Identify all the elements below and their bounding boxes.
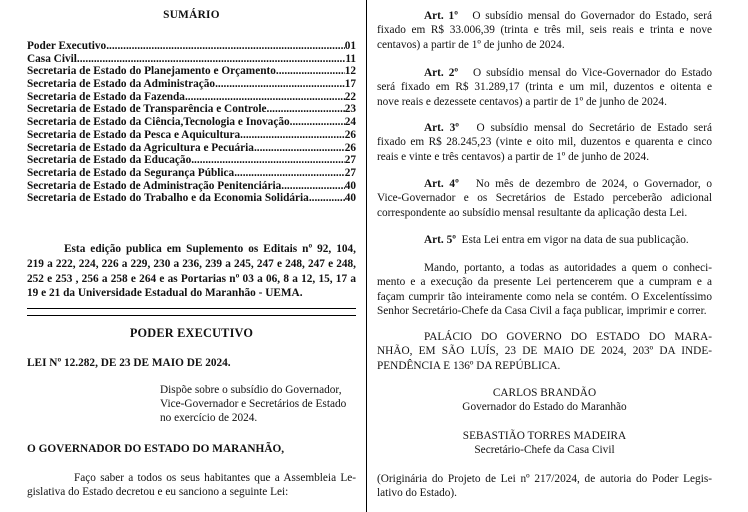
toc-item-label: Secretaria de Estado da Fazenda [27,90,185,103]
toc-item-label: Secretaria de Estado da Educação [27,154,192,167]
toc-item[interactable] [27,103,356,116]
law-title: LEI Nº 12.282, DE 23 DE MAIO DE 2024. [27,357,231,369]
paragraph-line: Senhor Secretário-Chefe da Casa Civil a faça publicar, imprimir e correr. [377,305,707,318]
palace-dateline [377,330,712,373]
enactment-paragraph [27,471,356,500]
edition-note-line: 219 a 222, 224, 226 a 229, 230 a 236, 239 a 245, 247 e 248, 247 e 248, [27,257,356,270]
toc-item-label: Secretaria de Estado da Pesca e Aquicultura [27,128,241,141]
paragraph-line: façam cumprir tão inteiramente como nela se contém. O Excelentíssimo [377,290,712,303]
article-label: Art. 2º [424,67,459,79]
signature-casa-civil [377,429,712,457]
toc-item[interactable] [27,91,356,104]
article-label: Art. 5º [424,234,456,246]
toc-item-label: Secretaria de Estado de Administração Penitenciária [27,179,282,192]
signatory-role: Secretário-Chefe da Casa Civil [474,444,615,457]
article-text: O subsídio mensal do Vice-Governador do Estado [472,67,712,79]
toc-item[interactable] [27,129,356,142]
article-text: O subsídio mensal do Governador do Estado, será [472,10,712,22]
dateline-line: PALÁCIO DO GOVERNO DO ESTADO DO MARA- [424,331,712,343]
signature-governor [377,386,712,414]
edition-note [27,242,356,301]
toc-item-page: 01 [344,40,356,52]
section-divider [27,315,356,316]
law-summary-line: no exercício de 2024. [160,412,258,425]
article-text: Vice-Governador e os Secretários de Estado perceberão adicional [377,192,712,205]
article-text: fixado em R$ 28.245,23 (vinte e oito mil, duzentos e quarenta e cinco [377,136,712,149]
table-of-contents [27,40,356,205]
paragraph-line: Mando, portanto, a todas as autoridades a quem o conheci- [424,262,712,274]
toc-item[interactable] [27,40,356,53]
article-text: centavos) a partir de 1º de junho de 2024. [377,38,565,51]
mando-paragraph [377,261,712,319]
toc-item-label: Secretaria de Estado do Trabalho e da Economia Solidária [27,192,309,205]
toc-item[interactable] [27,78,356,91]
toc-item[interactable] [27,167,356,180]
section-divider [27,308,356,309]
toc-item-page: 26 [344,128,356,141]
toc-item-page: 24 [344,116,356,129]
article-1 [377,9,712,52]
origin-line: (Originária do Projeto de Lei nº 217/2024, de autoria do Poder Legis- [377,473,712,485]
edition-note-line: 252 e 253 , 256 a 258 e 264 e as Portarias nº 03 a 06, 8 a 12, 15, 17 a [27,272,356,285]
toc-item-page: 22 [344,90,356,103]
sumario-title: SUMÁRIO [163,9,220,21]
article-text: reais e vinte e três centavos) a partir de 1º de junho de 2024. [377,150,650,163]
toc-item-page: 17 [344,78,356,91]
toc-item-page: 40 [344,192,356,205]
article-label: Art. 3º [424,122,459,134]
toc-item[interactable] [27,142,356,155]
toc-item-label: Secretaria de Estado da Agricultura e Pecuária [27,141,254,154]
toc-item-label: Secretaria de Estado de Transparência e Controle [27,103,267,116]
article-5 [377,233,712,247]
section-heading: PODER EXECUTIVO [129,326,254,340]
toc-item-label: Poder Executivo [27,40,107,52]
article-text: nove reais e dezessete centavos) a partir de 1º de junho de 2024. [377,95,667,108]
article-text: O subsídio mensal do Secretário de Estado será [476,122,712,134]
article-text: correspondente ao subsídio mensal resultante da aplicação desta Lei. [377,206,688,219]
signatory-role: Governador do Estado do Maranhão [462,401,627,414]
toc-item-page: 27 [344,154,356,167]
toc-item-label: Casa Civil [27,52,77,65]
signatory-name: CARLOS BRANDÃO [492,387,597,399]
article-text: será fixado em R$ 31.289,17 (trinta e um mil, duzentos e oitenta e [377,81,712,94]
edition-note-line: Esta edição publica em Suplemento os Editais nº 92, 104, [64,243,356,255]
toc-item[interactable] [27,180,356,193]
law-summary-line: Vice-Governador e Secretários de Estado [160,398,347,411]
toc-item[interactable] [27,154,356,167]
paragraph-line: Faço saber a todos os seus habitantes que a Assembleia Le- [74,472,356,484]
article-3 [377,121,712,164]
signatory-name: SEBASTIÃO TORRES MADEIRA [462,430,627,442]
toc-item-page: 26 [344,141,356,154]
toc-item-label: Secretaria de Estado da Ciência,Tecnologia e Inovação [27,116,290,129]
paragraph-line: mento e a execução da presente Lei pertencerem que a cumpram e a [377,276,712,289]
article-2 [377,66,712,109]
dateline-line: PENDÊNCIA E 136º DA REPÚBLICA. [377,359,561,372]
edition-note-line: 19 e 21 da Universidade Estadual do Maranhão - UEMA. [27,287,303,300]
paragraph-line: gislativa do Estado decretou e eu sanciono a seguinte Lei: [27,486,289,499]
article-text: Esta Lei entra em vigor na data de sua publicação. [461,234,689,246]
law-summary [160,383,356,426]
column-divider [366,0,367,512]
toc-item-page: 11 [345,52,356,65]
toc-item-page: 23 [344,103,356,116]
toc-item[interactable] [27,65,356,78]
toc-item-label: Secretaria de Estado da Administração [27,78,216,91]
origin-note [377,472,712,501]
article-text: fixado em R$ 33.006,39 (trinta e três mil, seis reais e trinta e nove [377,24,712,37]
toc-item-page: 27 [344,166,356,179]
governor-heading: O GOVERNADOR DO ESTADO DO MARANHÃO, [27,443,285,455]
toc-item-label: Secretaria de Estado do Planejamento e Orçamento [27,65,276,78]
toc-item[interactable] [27,116,356,129]
toc-item[interactable] [27,53,356,66]
toc-item-page: 12 [344,65,356,78]
article-label: Art. 1º [424,10,458,22]
law-summary-line: Dispõe sobre o subsídio do Governador, [160,384,342,396]
article-4 [377,177,712,220]
article-text: No mês de dezembro de 2024, o Governador, o [475,178,712,190]
toc-item-page: 40 [344,179,356,192]
dateline-line: NHÃO, EM SÃO LUÍS, 23 DE MAIO DE 2024, 203º DA INDE- [377,345,712,358]
toc-item[interactable] [27,192,356,205]
article-label: Art. 4º [424,178,459,190]
toc-item-label: Secretaria de Estado da Segurança Pública [27,166,235,179]
origin-line: lativo do Estado). [377,487,458,500]
